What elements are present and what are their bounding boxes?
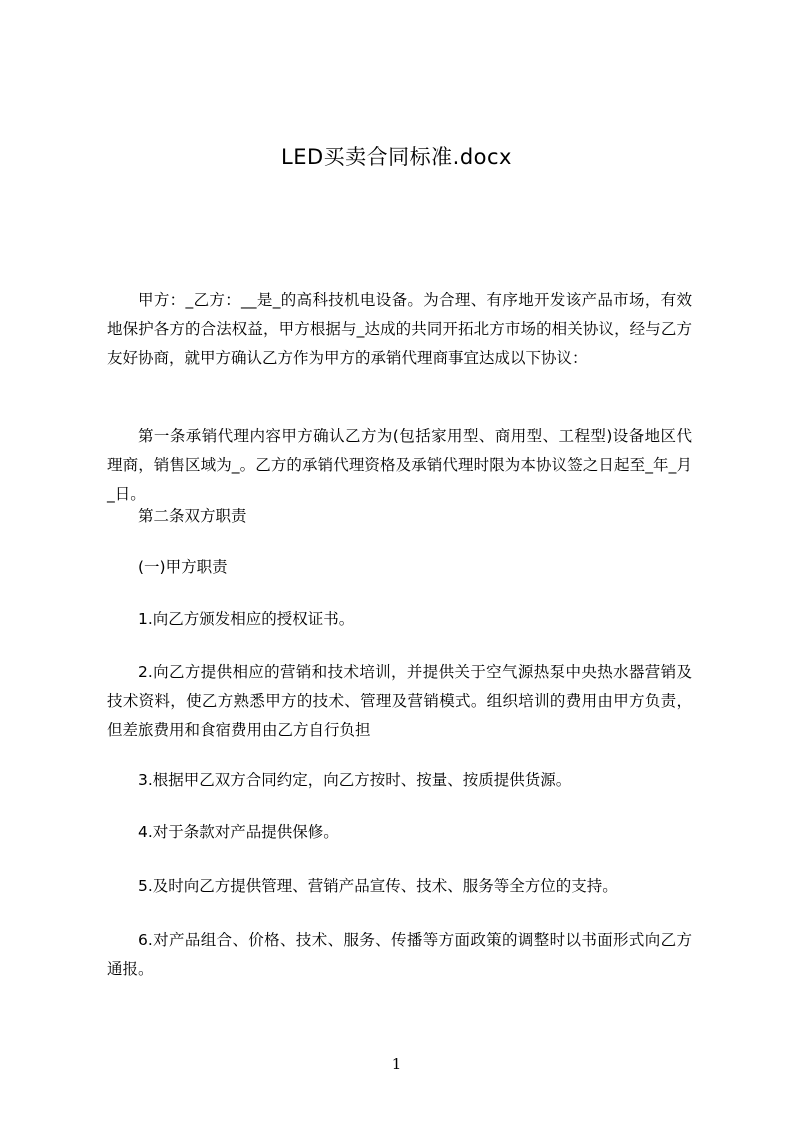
list-item-duty-2: 2.向乙方提供相应的营销和技术培训，并提供关于空气源热泵中央热水器营销及技术资料，使乙方熟悉甲方的技术、管理及营销模式。组织培训的费用由甲方负责，但差旅费用和食宿费用由乙方自行负担 [107, 663, 692, 739]
list-item-duty-3: 3.根据甲乙双方合同约定，向乙方按时、按量、按质提供货源。 [138, 771, 572, 789]
list-item-duty-6: 6.对产品组合、价格、技术、服务、传播等方面政策的调整时以书面形式向乙方通报。 [107, 931, 692, 978]
document-title: LED买卖合同标准.docx [281, 145, 512, 169]
list-item-duty-5: 5.及时向乙方提供管理、营销产品宣传、技术、服务等全方位的支持。 [138, 877, 618, 895]
heading-party-a-duties: (一)甲方职责 [138, 558, 228, 576]
page-number: 1 [391, 1055, 402, 1073]
list-item-duty-1: 1.向乙方颁发相应的授权证书。 [138, 610, 355, 628]
heading-article-2: 第二条双方职责 [138, 507, 247, 525]
paragraph-intro: 甲方：_乙方：__是_的高科技机电设备。为合理、有序地开发该产品市场，有效地保护各方的合法权益，甲方根据与_达成的共同开拓北方市场的相关协议，经与乙方友好协商，就甲方确认乙方作为甲方的承销代理商事宜达成以下协议： [107, 291, 692, 367]
list-item-duty-4: 4.对于条款对产品提供保修。 [138, 823, 339, 841]
paragraph-article-1: 第一条承销代理内容甲方确认乙方为(包括家用型、商用型、工程型)设备地区代理商，销售区域为_。乙方的承销代理资格及承销代理时限为本协议签之日起至_年_月_日。 [107, 427, 692, 503]
